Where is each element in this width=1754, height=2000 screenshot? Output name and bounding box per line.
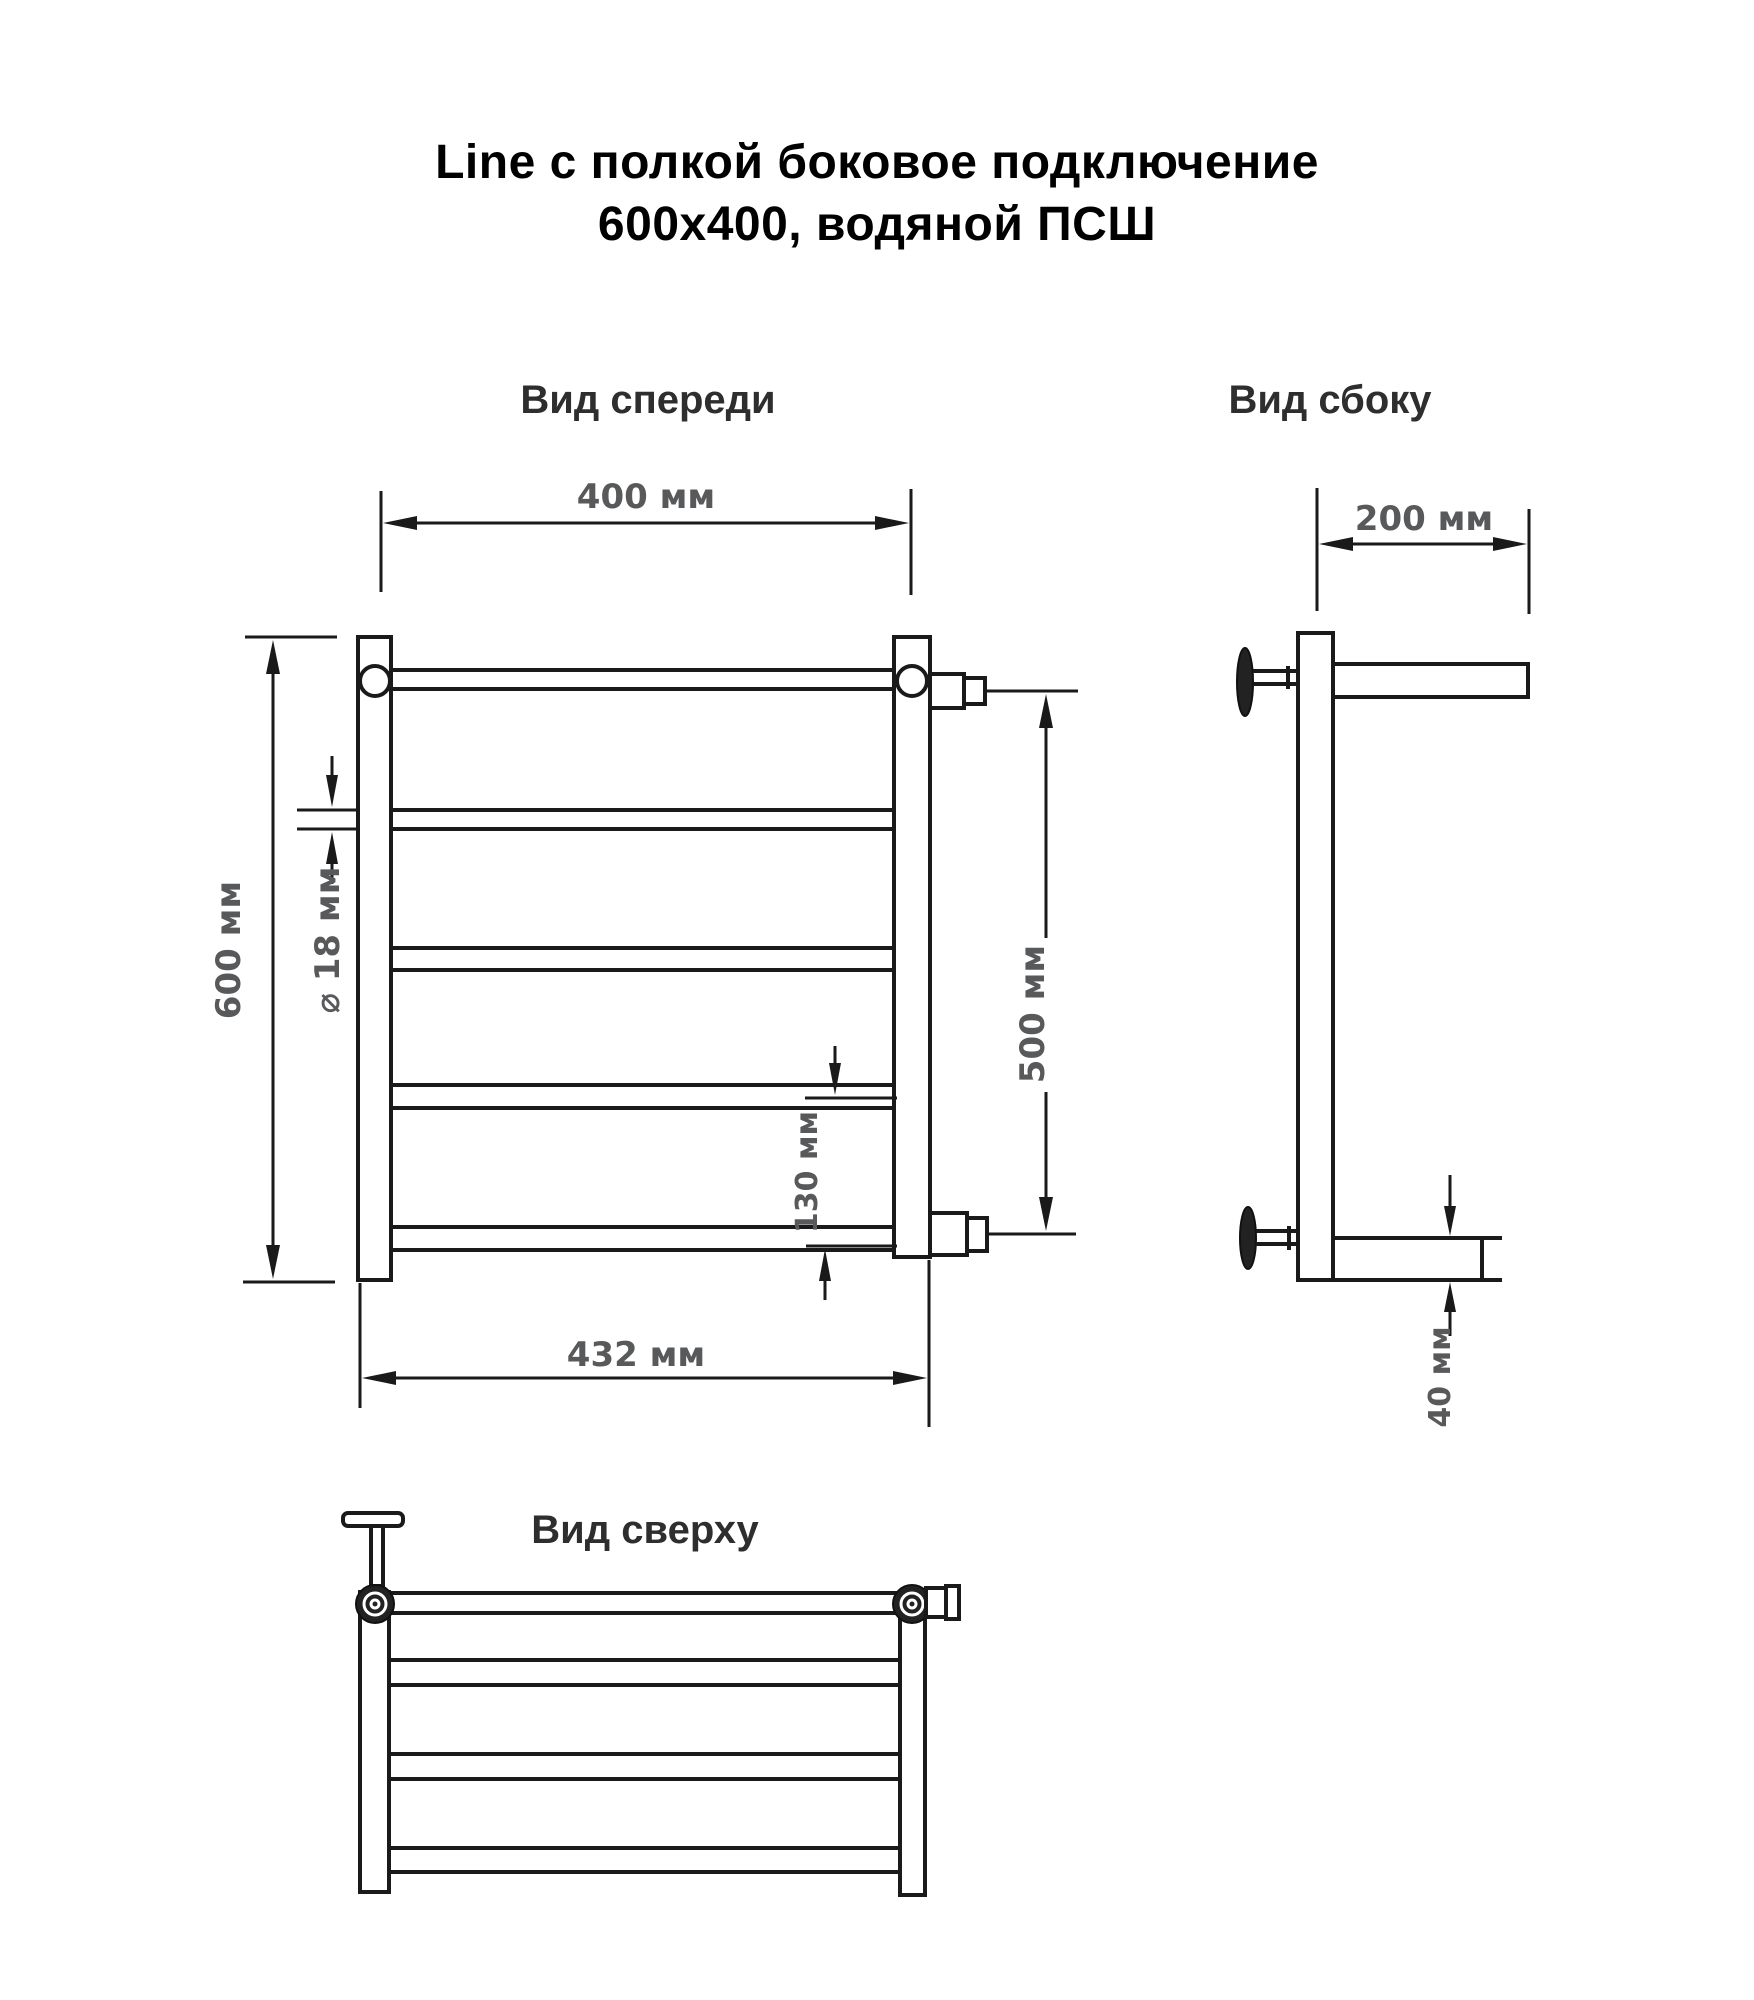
front-right-post (894, 637, 930, 1257)
front-left-mount-circle (360, 666, 390, 696)
side-view-label: Вид сбоку (1228, 378, 1432, 422)
side-post (1298, 633, 1333, 1280)
dim-label-diameter-18mm: ⌀ 18 мм (308, 866, 348, 1014)
dimension-tube-diameter-18 (297, 756, 357, 1014)
dimension-width-bottom-432 (360, 1260, 929, 1427)
front-view (209, 477, 1078, 1427)
top-view-label: Вид сверху (531, 1508, 759, 1552)
side-top-wall-bracket (1237, 648, 1298, 716)
dimension-depth-200 (1317, 488, 1529, 614)
top-view-connection-fitting (926, 1586, 959, 1619)
dim-label-200mm: 200 мм (1354, 499, 1494, 539)
dim-label-600mm: 600 мм (209, 880, 249, 1020)
top-view-wall-bracket (343, 1513, 403, 1586)
front-right-mount-circle (897, 666, 927, 696)
front-view-label: Вид спереди (520, 378, 776, 422)
top-view-left-post (360, 1592, 389, 1892)
dimension-bottom-offset-40 (1423, 1175, 1458, 1428)
dim-label-40mm: 40 мм (1423, 1326, 1458, 1428)
side-view (1237, 488, 1529, 1428)
side-bottom-wall-bracket (1240, 1207, 1298, 1269)
page-title-line1: Line с полкой боковое подключение (435, 136, 1319, 189)
front-bottom-connection-fitting (930, 1213, 987, 1255)
top-view-right-post (900, 1592, 925, 1895)
top-view (343, 1513, 959, 1895)
dim-label-432mm: 432 мм (566, 1335, 706, 1375)
dim-label-400mm: 400 мм (576, 477, 716, 517)
top-view-left-knob (356, 1585, 394, 1623)
dimension-width-top-400 (381, 477, 911, 595)
page-title-line2: 600х400, водяной ПСШ (597, 198, 1157, 252)
dim-label-500mm: 500 мм (1013, 944, 1053, 1084)
front-top-connection-fitting (930, 674, 985, 708)
top-view-tubes (389, 1593, 900, 1872)
dimension-connection-height-500 (985, 691, 1078, 1234)
dim-label-130mm: 130 мм (790, 1110, 825, 1234)
side-shelf-bar (1333, 664, 1528, 697)
front-left-post (358, 637, 391, 1280)
